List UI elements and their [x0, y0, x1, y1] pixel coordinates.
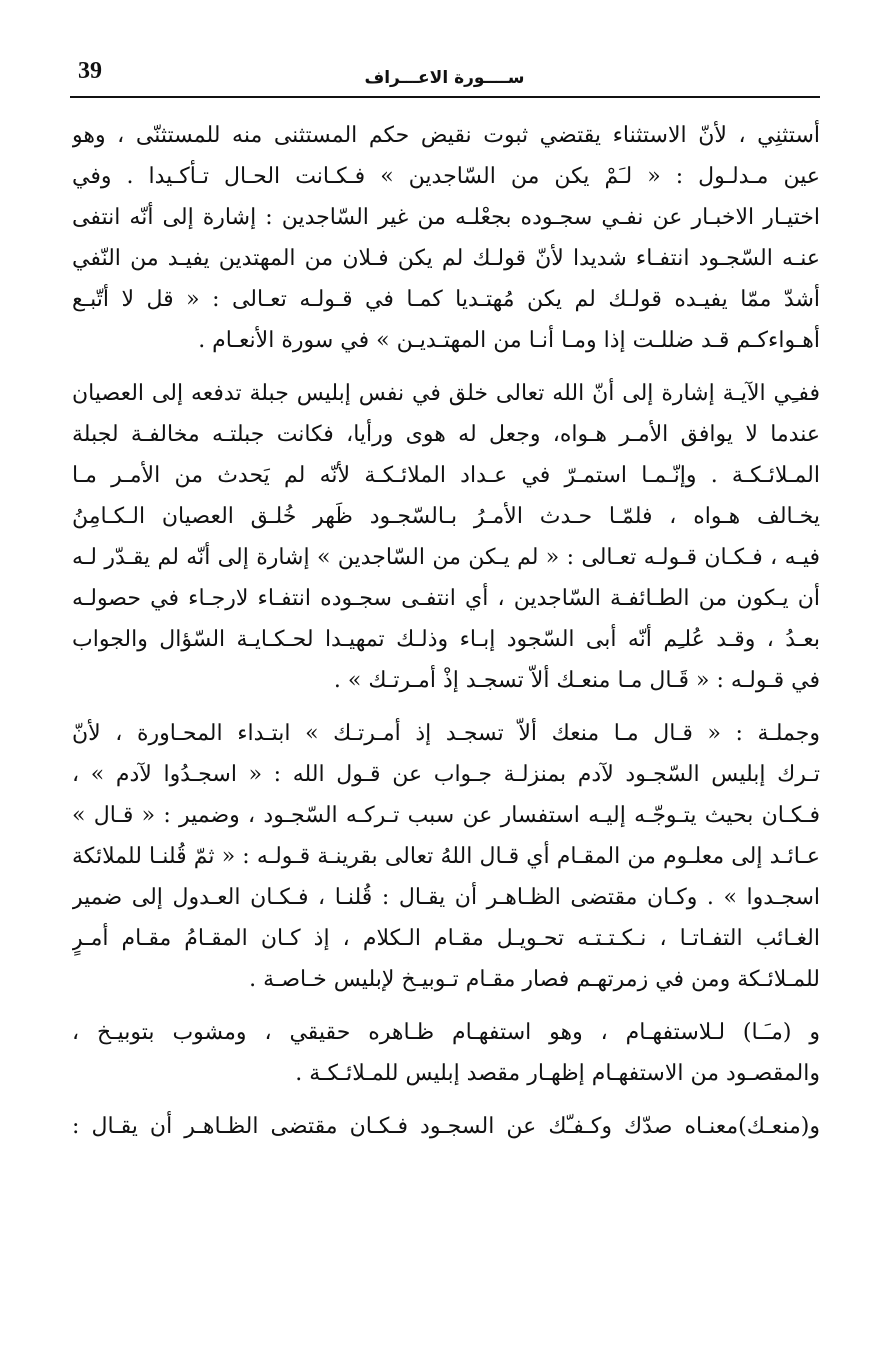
paragraph-5: [72, 1106, 820, 1147]
text-line: بعـدُ ، وقـد عُلـِم أنّه أبى السّجود إبـاء وذلـك تمهيـدا لحـكـايـة السّؤال والجواب: [72, 627, 820, 652]
paragraph-4: [72, 1012, 820, 1094]
text-line: المـلائـكـة . وإنّـمـا استمـرّ في عـداد الملائـكـة لأنّه لم يَحدث من الأمـر مـا: [72, 463, 820, 488]
text-line: للمـلائـكة ومن في زمرتهـم فصار مقـام تـوبيـخ لإبليس خـاصـة .: [249, 967, 820, 992]
text-line: ففـِي الآيـة إشارة إلى أنّ الله تعالى خلق في نفس إبليس جبلة تدفعه إلى العصيان: [72, 381, 820, 406]
text-line: والمقصـود من الاستفهـام إظهـار مقصد إبليس للمـلائـكـة .: [295, 1061, 820, 1086]
text-line: فـكـان بحيث يتـوجّـه إليـه استفسار عن سبب تـركـه السّجـود ، وضمير : « قـال »: [72, 803, 820, 828]
text-line: عنـه السّجـود انتفـاء شديدا لأنّ قولـك لم يكن فـلان من المهتدين يفيـد من النّفي: [72, 246, 820, 271]
text-line: و(منعـك)معنـاه صدّك وكـفـّك عن السجـود فـكـان مقتضى الظـاهـر أن يقـال :: [72, 1114, 820, 1139]
text-line: اختيـار الاخبـار عن نفـي سجـوده بجعْلـه من غير السّاجدين : إشارة إلى أنّه انتفى: [72, 205, 820, 230]
text-line: عين مـدلـول : « لـَمْ يكن من السّاجدين » فـكـانت الحـال تـأكـيدا . وفي: [72, 164, 820, 189]
page-number: 39: [78, 58, 102, 84]
text-line: وجملـة : « قـال مـا منعك ألاّ تسجـد إذ أمـرتـك » ابتـداء المحـاورة ، لأنّ: [72, 721, 820, 746]
running-title: ســــورة الاعـــراف: [364, 68, 525, 88]
paragraph-3: [72, 713, 820, 1000]
text-line: يخـالف هـواه ، فلمّـا حـدث الأمـرُ بـالسّجـود ظَهر خُلـق العصيان الـكـامِنُ: [72, 504, 820, 529]
text-line: أن يـكون من الطـائفـة السّاجدين ، أي انتفـى سجـوده انتفـاء لارجـاء في حصولـه: [72, 586, 820, 611]
paragraph-1: [72, 115, 820, 361]
text-line: عـائـد إلى معلـوم من المقـام أي قـال اللهُ تعالى بقرينـة قـولـه : « ثمّ قُلنـا للملائكة: [72, 844, 820, 869]
text-line: فيـه ، فـكـان قـولـه تعـالى : « لم يـكن من السّاجدين » إشارة إلى أنّه لم يقـدّر لـه: [72, 545, 820, 570]
text-line: أشدّ ممّا يفيـده قولـك لم يكن مُهتـديا كمـا في قـولـه تعـالى : « قل لا أتّبـع: [72, 287, 820, 312]
text-line: أستثنِي ، لأنّ الاستثناء يقتضي ثبوت نقيض حكم المستثنى منه للمستثنّى ، وهو: [72, 123, 820, 148]
text-line: تـرك إبليس السّجـود لآدم بمنزلـة جـواب عن قـول الله : « اسجـدُوا لآدم » ،: [72, 762, 820, 787]
text-line: عندما لا يوافق الأمـر هـواه، وجعل له هوى ورأيا، فكانت جبلتـه مخالفـة لجبلة: [72, 422, 820, 447]
text-line: و (مـَـا) لـلاستفهـام ، وهو استفهـام ظـاهره حقيقي ، ومشوب بتوبيـخ ،: [72, 1020, 820, 1045]
page-content: [72, 115, 820, 1159]
text-line: الغـائب التفـاتـا ، نـكـتـتـه تحـويـل مقـام الـكلام ، إذ كـان المقـامُ مقـام أمـرٍ: [72, 926, 820, 951]
text-line: أهـواءكـم قـد ضللـت إذا ومـا أنـا من المهتـديـن » في سورة الأنعـام .: [198, 328, 820, 353]
text-line: اسجـدوا » . وكـان مقتضى الظـاهـر أن يقـال : قُلنـا ، فـكـان العـدول إلى ضمير: [72, 885, 820, 910]
header-rule: [70, 96, 820, 98]
paragraph-2: [72, 373, 820, 701]
text-line: في قـولـه : « قَـال مـا منعـك ألاّ تسجـد إذْ أمـرتـك » .: [333, 668, 820, 693]
